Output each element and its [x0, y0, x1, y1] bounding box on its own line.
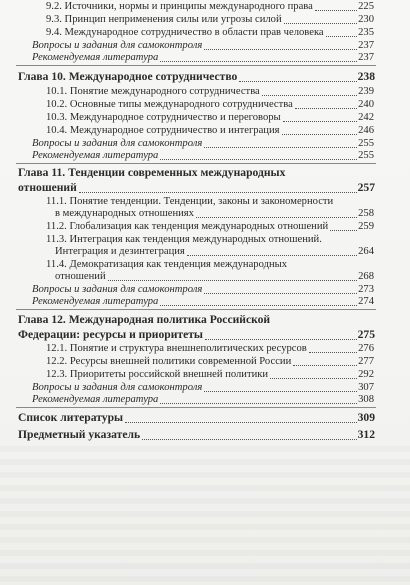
dot-leader	[295, 107, 357, 109]
toc-entry-10-3[interactable]	[46, 112, 374, 124]
toc-entry-title: Вопросы и задания для самоконтроля	[32, 40, 203, 51]
chapter-title: Предметный указатель	[18, 428, 141, 441]
dot-leader	[204, 48, 357, 50]
dot-leader	[262, 94, 357, 96]
toc-entry-title: 10.1. Понятие международного сотрудничества	[46, 86, 260, 97]
toc-entry-9-2[interactable]	[46, 1, 374, 13]
toc-entry-10-2[interactable]	[46, 99, 374, 111]
dot-leader	[160, 158, 357, 160]
toc-entry-title: 12.2. Ресурсы внешней политики современной России	[46, 356, 292, 367]
toc-entry-questions-12[interactable]	[32, 382, 374, 394]
toc-entry-12-3[interactable]	[46, 369, 374, 381]
section-divider	[16, 407, 376, 408]
toc-page-number: 237	[358, 40, 374, 51]
toc-page-number: 239	[358, 86, 374, 97]
dot-leader	[160, 402, 357, 404]
toc-entry-9-3[interactable]	[46, 14, 374, 26]
toc-entry-title: 10.3. Международное сотрудничество и переговоры	[46, 112, 281, 123]
toc-page-number: 246	[358, 125, 374, 136]
toc-page-number: 258	[358, 208, 374, 219]
dot-leader	[330, 229, 357, 231]
toc-entry-questions-9[interactable]	[32, 40, 374, 52]
toc-page-number: 257	[357, 181, 375, 194]
section-divider	[16, 65, 376, 66]
toc-entry-title: Рекомендуемая литература	[32, 296, 159, 307]
toc-bibliography[interactable]	[18, 411, 375, 425]
toc-page-number: 312	[357, 428, 375, 441]
chapter-title-line: Глава 11. Тенденции современных международных	[18, 166, 286, 179]
toc-entry-literature-9[interactable]	[32, 52, 374, 64]
dot-leader	[283, 120, 357, 122]
toc-entry-literature-12[interactable]	[32, 394, 374, 406]
dot-leader	[125, 421, 357, 423]
chapter-title: отношений	[18, 181, 77, 194]
toc-page-number: 268	[358, 271, 374, 282]
dot-leader	[160, 304, 357, 306]
toc-entry-title: отношений	[55, 271, 106, 282]
toc-entry-11-3[interactable]	[55, 246, 374, 258]
toc-entry-11-1[interactable]	[55, 208, 374, 220]
toc-entry-10-1[interactable]	[46, 86, 374, 98]
toc-entry-title: Вопросы и задания для самоконтроля	[32, 138, 203, 149]
toc-subject-index[interactable]	[18, 428, 375, 442]
toc-entry-title: 9.4. Международное сотрудничество в области прав человека	[46, 27, 324, 38]
toc-entry-10-4[interactable]	[46, 125, 374, 137]
toc-page-number: 230	[358, 14, 374, 25]
toc-entry-title: Рекомендуемая литература	[32, 150, 159, 161]
toc-entry-title-line: 11.1. Понятие тенденции. Тенденции, законы и закономерности	[46, 196, 334, 207]
toc-page-number: 264	[358, 246, 374, 257]
toc-entry-title: Рекомендуемая литература	[32, 52, 159, 63]
toc-entry-title-line: 11.4. Демократизация как тенденция международных	[46, 259, 288, 270]
toc-page-number: 225	[358, 1, 374, 12]
chapter-title: Федерации: ресурсы и приоритеты	[18, 328, 203, 341]
chapter-title: Список литературы	[18, 411, 124, 424]
dot-leader	[108, 279, 357, 281]
toc-page-number: 308	[358, 394, 374, 405]
dot-leader	[293, 364, 357, 366]
section-divider	[16, 309, 376, 310]
toc-entry-title-line: 11.3. Интеграция как тенденция международных отношений.	[46, 234, 322, 245]
toc-entry-title: Рекомендуемая литература	[32, 394, 159, 405]
toc-entry-12-2[interactable]	[46, 356, 374, 368]
dot-leader	[205, 338, 357, 340]
toc-page-number: 275	[357, 328, 375, 341]
toc-entry-11-4[interactable]	[55, 271, 374, 283]
toc-entry-title: 9.3. Принцип неприменения силы или угрозы силой	[46, 14, 282, 25]
toc-entry-title: в международных отношениях	[55, 208, 194, 219]
toc-entry-title: Вопросы и задания для самоконтроля	[32, 382, 203, 393]
toc-page-number: 276	[358, 343, 374, 354]
toc-entry-questions-11[interactable]	[32, 284, 374, 296]
toc-entry-12-1[interactable]	[46, 343, 374, 355]
chapter-title: Глава 10. Международное сотрудничество	[18, 70, 238, 83]
toc-entry-9-4[interactable]	[46, 27, 374, 39]
toc-page-number: 255	[358, 150, 374, 161]
toc-page-number: 273	[358, 284, 374, 295]
toc-page-number: 307	[358, 382, 374, 393]
toc-entry-literature-11[interactable]	[32, 296, 374, 308]
dot-leader	[239, 80, 356, 82]
toc-page-number: 277	[358, 356, 374, 367]
dot-leader	[284, 22, 357, 24]
toc-chapter-10[interactable]	[18, 70, 375, 84]
dot-leader	[160, 60, 357, 62]
toc-entry-title: Интеграция и дезинтеграция	[55, 246, 185, 257]
dot-leader	[204, 292, 357, 294]
dot-leader	[196, 216, 357, 218]
dot-leader	[315, 9, 357, 11]
section-divider	[16, 163, 376, 164]
toc-chapter-12[interactable]	[18, 328, 375, 342]
dot-leader	[79, 191, 357, 193]
dot-leader	[204, 390, 357, 392]
toc-page-number: 259	[358, 221, 374, 232]
toc-page-number: 238	[357, 70, 375, 83]
toc-entry-title: 11.2. Глобализация как тенденция международных отношений	[46, 221, 329, 232]
toc-entry-title: 10.4. Международное сотрудничество и интеграция	[46, 125, 280, 136]
toc-entry-questions-10[interactable]	[32, 138, 374, 150]
toc-entry-literature-10[interactable]	[32, 150, 374, 162]
dot-leader	[142, 438, 357, 440]
toc-page-number: 240	[358, 99, 374, 110]
toc-page-number: 309	[357, 411, 375, 424]
toc-entry-title: 12.1. Понятие и структура внешнеполитических ресурсов	[46, 343, 307, 354]
toc-chapter-11[interactable]	[18, 181, 375, 195]
show-through-texture	[0, 446, 410, 585]
dot-leader	[187, 254, 357, 256]
chapter-title-line: Глава 12. Международная политика Российской	[18, 313, 271, 326]
toc-entry-title: Вопросы и задания для самоконтроля	[32, 284, 203, 295]
dot-leader	[309, 351, 357, 353]
dot-leader	[270, 377, 357, 379]
dot-leader	[326, 35, 357, 37]
toc-entry-title: 9.2. Источники, нормы и принципы международного права	[46, 1, 313, 12]
toc-page-number: 274	[358, 296, 374, 307]
toc-page-number: 235	[358, 27, 374, 38]
toc-entry-title: 12.3. Приоритеты российской внешней политики	[46, 369, 269, 380]
dot-leader	[204, 146, 357, 148]
toc-page-number: 255	[358, 138, 374, 149]
toc-entry-11-2[interactable]	[46, 221, 374, 233]
toc-page-number: 237	[358, 52, 374, 63]
toc-entry-title: 10.2. Основные типы международного сотрудничества	[46, 99, 293, 110]
toc-page-number: 292	[358, 369, 374, 380]
dot-leader	[282, 133, 358, 135]
toc-page-number: 242	[358, 112, 374, 123]
